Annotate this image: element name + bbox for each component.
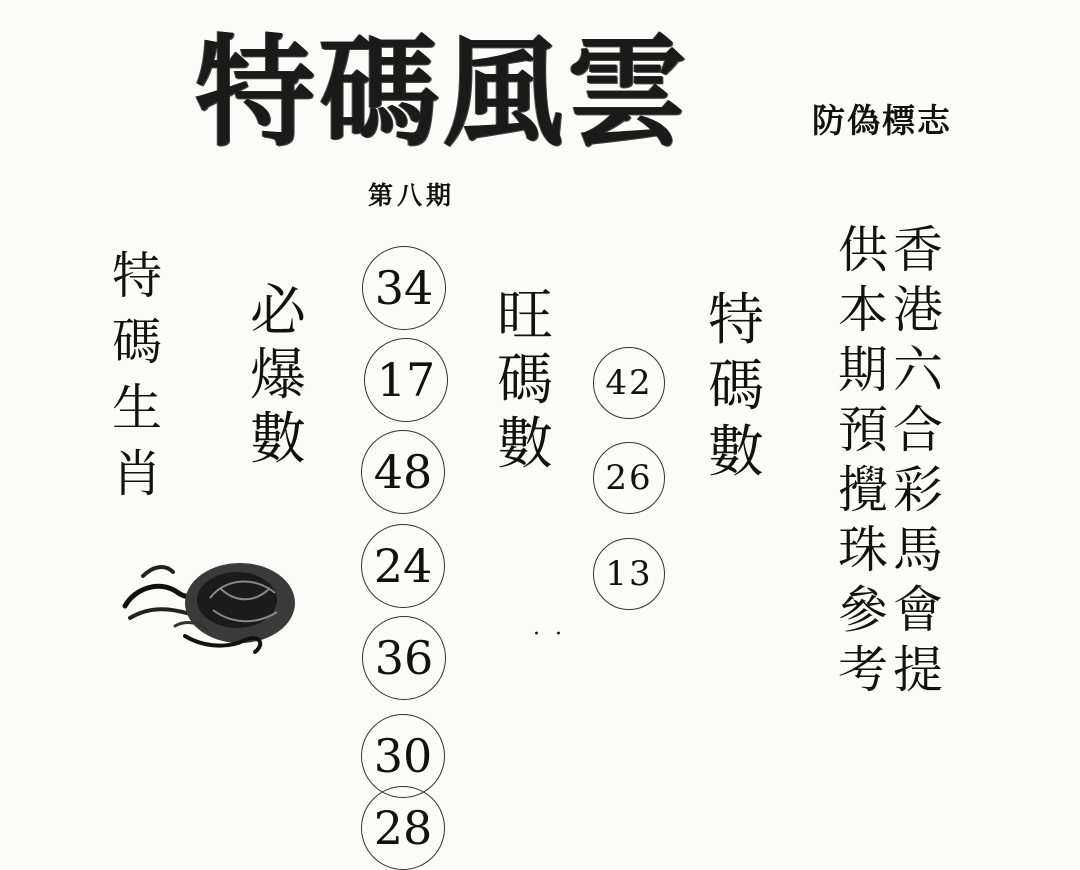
lucky-number-circle: 42 [593, 347, 665, 419]
lucky-heading-char: 數 [497, 412, 553, 477]
burst-number-circle: 17 [364, 338, 448, 422]
notice-char: 港 [893, 281, 943, 339]
burst-heading-char: 必 [250, 279, 306, 344]
burst-number-circle: 36 [362, 616, 446, 700]
notice-column-right [893, 220, 943, 700]
notice-column-left [838, 220, 888, 700]
notice-char: 合 [893, 401, 943, 459]
special-heading-char: 特 [708, 288, 764, 353]
special-heading [708, 288, 764, 486]
lucky-number-circle: 26 [593, 442, 665, 514]
lucky-heading-char: 旺 [497, 284, 553, 349]
burst-number-circle: 28 [361, 786, 445, 870]
notice-char: 預 [838, 401, 888, 459]
special-heading-char: 數 [708, 420, 764, 485]
notice-char: 攪 [838, 461, 888, 519]
page-title: 特碼風雲 [195, 22, 691, 163]
notice-char: 供 [838, 221, 888, 279]
lucky-heading-char: 碼 [497, 348, 553, 413]
zodiac-heading-char: 生 [112, 379, 162, 437]
notice-char: 馬 [893, 521, 943, 579]
burst-number-circle: 30 [361, 714, 445, 798]
notice-char: 參 [838, 581, 888, 639]
notice-char: 會 [893, 581, 943, 639]
lucky-heading [497, 285, 553, 477]
notice-char: 本 [838, 281, 888, 339]
lucky-number-circle: 13 [593, 538, 665, 610]
notice-char: 彩 [893, 461, 943, 519]
special-heading-char: 碼 [708, 354, 764, 419]
ellipsis-dots: · · [533, 622, 566, 647]
issue-number: 第八期 [368, 181, 456, 210]
notice-char: 期 [838, 341, 888, 399]
burst-number-circle: 48 [361, 430, 445, 514]
zodiac-heading-char: 特 [112, 247, 162, 305]
notice-char: 六 [893, 341, 943, 399]
notice-char: 考 [838, 641, 888, 699]
burst-number-circle: 34 [362, 246, 446, 330]
notice-char: 香 [893, 221, 943, 279]
burst-heading [250, 280, 306, 472]
zodiac-heading [112, 243, 162, 507]
zodiac-heading-char: 碼 [112, 313, 162, 371]
notice-char: 珠 [838, 521, 888, 579]
burst-heading-char: 數 [250, 407, 306, 472]
dragon-emblem-icon [115, 548, 305, 658]
zodiac-heading-char: 肖 [112, 445, 162, 503]
burst-number-circle: 24 [361, 524, 445, 608]
notice-char: 提 [893, 641, 943, 699]
anti-counterfeit-mark: 防偽標志 [812, 101, 952, 140]
burst-heading-char: 爆 [250, 343, 306, 408]
